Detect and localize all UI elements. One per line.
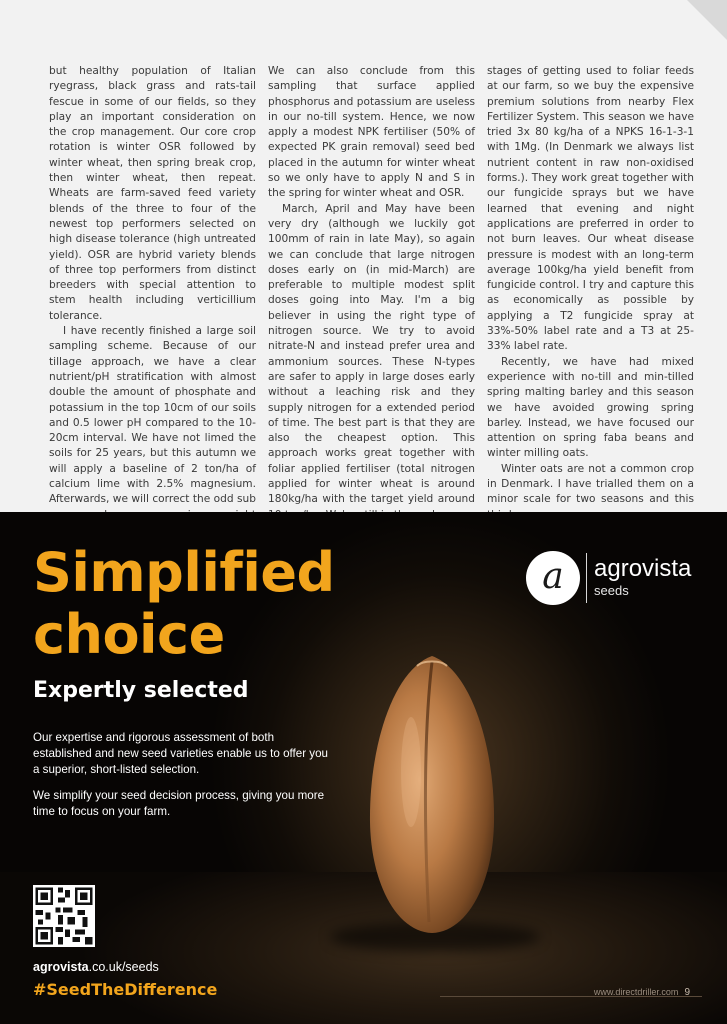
paragraph: Recently, we have had mixed experience with no-till and min-tilled spring malting barley and this season we have avoided growing spring barley. Instead, we have focused our attention on spring faba beans and winter milling oats. — [487, 355, 694, 460]
wheat-grain-image — [365, 652, 499, 936]
article-column-1 — [49, 64, 256, 538]
paragraph: March, April and May have been very dry (although we luckily got 100mm of rain in late May), so again we can conclude that large nitrogen doses early on (in mid-March) are preferable to multiple modest split doses going into May. I'm a big believer in using the right type of nitrogen source. We try to avoid nitrate-N and instead prefer urea and ammonium sources. These N-types are safer to apply in large doses early without a leaching risk and they supply nitrogen for a extended period of time. The best part is that they are also the cheapest option. This approach works great together with foliar applied fertiliser (total nitrogen applied for winter wheat is around 180kg/ha with the target yield around — [268, 202, 475, 506]
logo-name: agrovista — [594, 555, 692, 582]
footer-site[interactable]: www.directdriller.com — [593, 987, 679, 997]
page-corner-fold — [687, 0, 727, 40]
logo-sub: seeds — [594, 583, 629, 598]
logo-divider — [586, 553, 587, 603]
ad-hashtag: #SeedTheDifference — [33, 980, 218, 999]
page-number: 9 — [684, 987, 690, 998]
ad-body-paragraph-1: Our expertise and rigorous assessment of both established and new seed varieties enable us to offer you a superior, short-listed selection. — [33, 731, 328, 776]
headline-line-2: choice — [33, 603, 225, 666]
article-column-3 — [487, 64, 694, 523]
paragraph: Winter oats are not a common crop in Denmark. I have trialled them on a minor scale for two seasons and this — [487, 462, 694, 506]
ad-subheadline: Expertly selected — [33, 678, 249, 703]
agrovista-advertisement — [0, 512, 727, 1024]
ad-website-url[interactable] — [33, 960, 159, 974]
ad-headline — [33, 542, 335, 666]
url-domain-bold: agrovista — [33, 960, 89, 974]
paragraph: but healthy population of Italian ryegrass, black grass and rats-tail fescue in some of our fields, so they play an important consideration on the crop management. Our core crop rotation is winter OSR followed by winter wheat, then spring break crop, then winter wheat, then repeat. Wheats are farm-saved feed variety blends of the three to four of the newest top performers selected on high disease tolerance (high untreated yield). OSR are hybrid variety blends of three top performers from distinct breeders with special attention to stem health including verticillium tolerance. — [49, 65, 256, 322]
ad-body-paragraph-2: We simplify your seed decision process, giving you more time to focus on your farm. — [33, 789, 325, 818]
qr-code-icon[interactable] — [33, 885, 95, 947]
page-footer — [594, 987, 690, 998]
paragraph: I have recently finished a large soil sampling scheme. Because of our tillage approach, we have a clear nutrient/pH stratification with almost double the amount of phosphate and potassium in the top 10cm of our soils and 0.5 lower pH compared to the 10-20cm interval. We have not limed the soils for 25 years, but this autumn we will apply a baseline of 2 ton/ha of calcium lime with 2.5% magnesium. Afterwards, we will correct the odd sub — [49, 325, 256, 506]
agrovista-logo — [526, 551, 706, 607]
article-column-2 — [268, 64, 475, 523]
paragraph: We can also conclude from this sampling that surface applied phosphorus and potassium are useless in our no-till system. Hence, we now apply a modest NPK fertiliser (50% of expected PK grain removal) seed bed placed in the autumn for winter wheat so we only have to apply N and S in the spring for winter wheat and OSR. — [268, 65, 475, 200]
logo-a-glyph: a — [542, 556, 564, 597]
url-path: .co.uk/seeds — [88, 960, 159, 974]
headline-line-1: Simplified — [33, 541, 335, 604]
paragraph: stages of getting used to foliar feeds at our farm, so we buy the expensive premium solutions from nearby Flex Fertilizer System. This season we have tried 3x 80 kg/ha of a NPKS 16-1-3-1 with 1Mg. (In Denmark we always list nutrient content in raw non-oxidised forms.). They work great together with our fungicide sprays but we have learned that evening and night applications are preferred in order to not burn leaves. Our wheat disease pressure is modest with an long-term average 100kg/ha yield benefit from fungicide control. I try and capture this as economically as possible by applying a T2 fungicide spray at 33%-50% label rate and a T3 at 25-33% label rate. — [487, 65, 694, 353]
